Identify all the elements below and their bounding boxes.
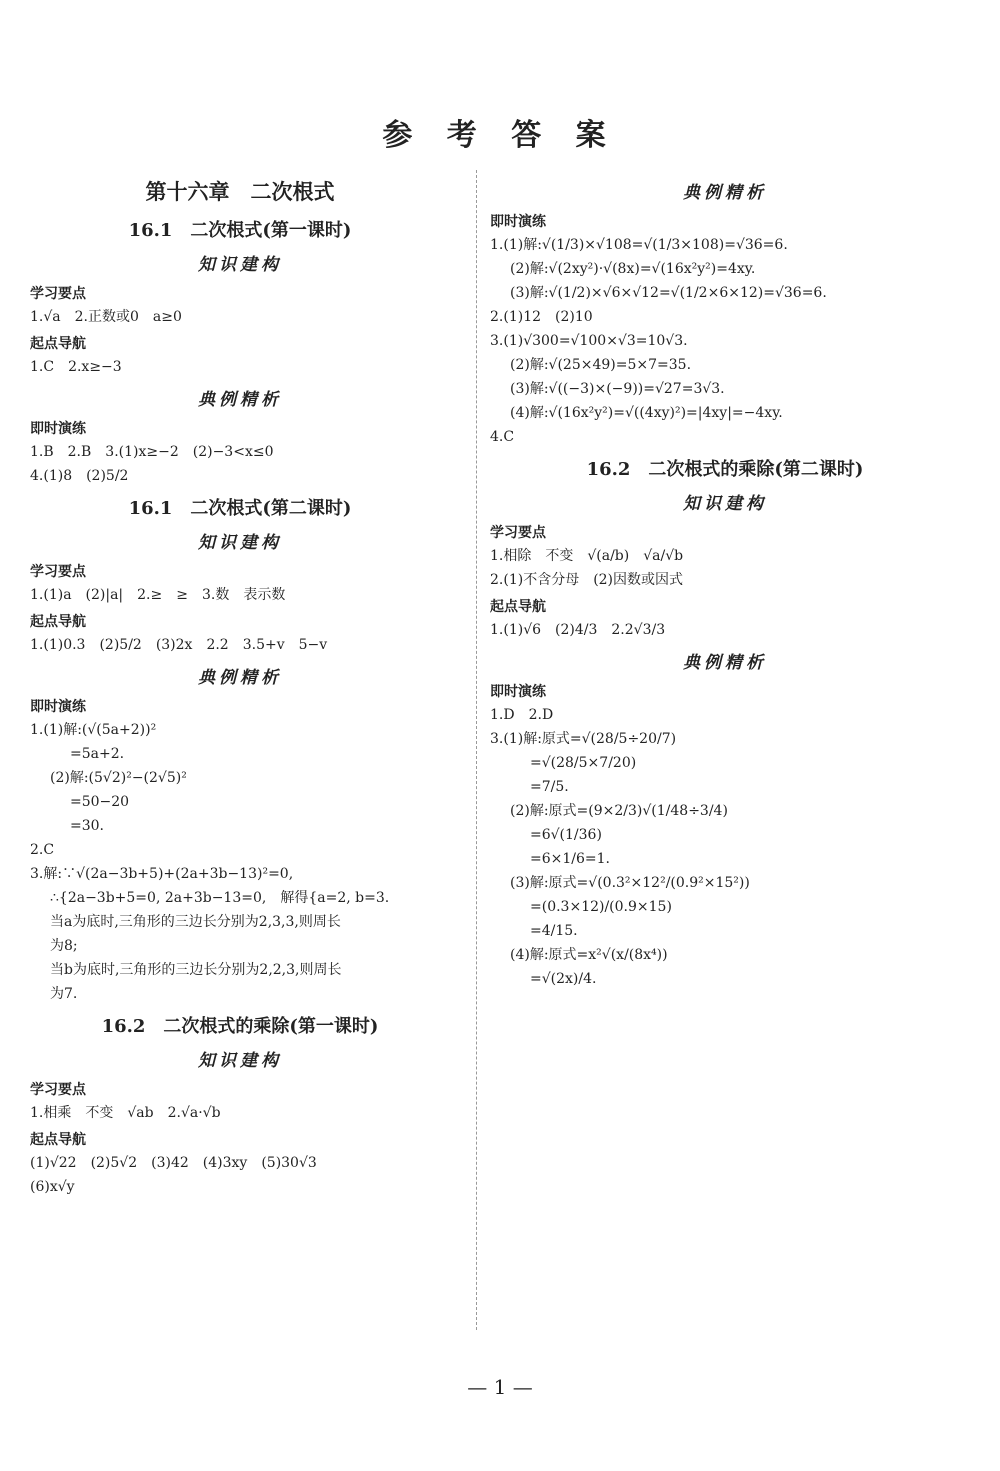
section-heading: 16.1 二次根式(第一课时) <box>128 220 352 241</box>
label: 学习要点 <box>30 1082 86 1098</box>
answer-line: (4)解:原式=x²√(x/(8x⁴)) <box>510 947 668 963</box>
answer-line: =4/15. <box>530 923 578 939</box>
label: 即时演练 <box>490 214 546 230</box>
section-heading: 16.2 二次根式的乘除(第二课时) <box>586 459 864 480</box>
answer-line: =6×1/6=1. <box>530 851 610 867</box>
answer-line: 1.相乘 不变 √ab 2.√a·√b <box>30 1105 221 1121</box>
answer-line: (2)解:√(2xy²)·√(8x)=√(16x²y²)=4xy. <box>510 261 756 277</box>
page-title: 参 考 答 案 <box>382 118 618 153</box>
answer-line: =5a+2. <box>70 746 125 762</box>
answer-line: 1.C 2.x≥−3 <box>30 359 122 375</box>
subsection-heading: 典例精析 <box>198 390 282 410</box>
answer-line: 3.(1)√300=√100×√3=10√3. <box>490 333 688 349</box>
answer-line: 2.(1)不含分母 (2)因数或因式 <box>490 572 684 588</box>
label: 即时演练 <box>30 421 86 437</box>
answer-line: (4)解:√(16x²y²)=√((4xy)²)=|4xy|=−4xy. <box>510 405 783 421</box>
answer-line: 1.(1)0.3 (2)5/2 (3)2x 2.2 3.5+v 5−v <box>30 637 328 653</box>
answer-line: (2)解:原式=(9×2/3)√(1/48÷3/4) <box>510 803 728 819</box>
subsection-heading: 知识建构 <box>198 1051 282 1071</box>
answer-line: 2.C <box>30 842 55 858</box>
answer-line: 2.(1)12 (2)10 <box>490 309 593 325</box>
answer-line: 4.C <box>490 429 515 445</box>
answer-line: 1.D 2.D <box>490 707 554 723</box>
answer-line: 为7. <box>50 986 78 1002</box>
answer-line: =7/5. <box>530 779 569 795</box>
answer-line: 1.相除 不变 √(a/b) √a/√b <box>490 548 684 564</box>
answer-line: (1)√22 (2)5√2 (3)42 (4)3xy (5)30√3 <box>30 1155 317 1171</box>
answer-line: (2)解:(5√2)²−(2√5)² <box>50 770 187 786</box>
answer-line: =50−20 <box>70 794 130 810</box>
answer-line: (3)解:√(1/2)×√6×√12=√(1/2×6×12)=√36=6. <box>510 285 827 301</box>
answer-line: (3)解:√((−3)×(−9))=√27=3√3. <box>510 381 725 397</box>
answer-line: 4.(1)8 (2)5/2 <box>30 468 129 484</box>
label: 起点导航 <box>490 599 546 615</box>
section-heading: 16.1 二次根式(第二课时) <box>128 498 352 519</box>
answer-line: =√(28/5×7/20) <box>530 755 637 771</box>
right-column <box>490 170 960 993</box>
column-divider <box>476 170 477 1330</box>
label: 起点导航 <box>30 1132 86 1148</box>
section-heading: 16.2 二次根式的乘除(第一课时) <box>101 1016 379 1037</box>
page-number: — 1 — <box>467 1375 533 1399</box>
answer-line: 1.√a 2.正数或0 a≥0 <box>30 309 182 325</box>
subsection-heading: 知识建构 <box>198 533 282 553</box>
answer-line: 1.(1)√6 (2)4/3 2.2√3/3 <box>490 622 666 638</box>
answer-line: 1.(1)a (2)|a| 2.≥ ≥ 3.数 表示数 <box>30 587 286 603</box>
subsection-heading: 知识建构 <box>683 494 767 514</box>
answer-line: =30. <box>70 818 104 834</box>
label: 学习要点 <box>30 564 86 580</box>
label: 即时演练 <box>30 699 86 715</box>
subsection-heading: 知识建构 <box>198 255 282 275</box>
answer-line: (3)解:原式=√(0.3²×12²/(0.9²×15²)) <box>510 875 750 891</box>
answer-line: =6√(1/36) <box>530 827 602 843</box>
answer-line: =√(2x)/4. <box>530 971 597 987</box>
chapter-heading: 第十六章 二次根式 <box>145 179 335 204</box>
label: 即时演练 <box>490 684 546 700</box>
answer-line: 当a为底时,三角形的三边长分别为2,3,3,则周长 <box>50 914 341 930</box>
answer-line: 1.B 2.B 3.(1)x≥−2 (2)−3<x≤0 <box>30 444 274 460</box>
label: 学习要点 <box>490 525 546 541</box>
answer-line: (2)解:√(25×49)=5×7=35. <box>510 357 692 373</box>
label: 学习要点 <box>30 286 86 302</box>
left-column <box>30 170 450 1201</box>
label: 起点导航 <box>30 614 86 630</box>
answer-line: 1.(1)解:√(1/3)×√108=√(1/3×108)=√36=6. <box>490 237 788 253</box>
answer-line: ∴{2a−3b+5=0, 2a+3b−13=0, 解得{a=2, b=3. <box>50 890 390 906</box>
answer-line: 3.解:∵√(2a−3b+5)+(2a+3b−13)²=0, <box>30 866 294 882</box>
answer-line: =(0.3×12)/(0.9×15) <box>530 899 672 915</box>
answer-line: 3.(1)解:原式=√(28/5÷20/7) <box>490 731 677 747</box>
subsection-heading: 典例精析 <box>198 668 282 688</box>
subsection-heading: 典例精析 <box>683 653 767 673</box>
answer-line: 为8; <box>50 938 78 954</box>
answer-line: 1.(1)解:(√(5a+2))² <box>30 722 157 738</box>
label: 起点导航 <box>30 336 86 352</box>
answer-line: 当b为底时,三角形的三边长分别为2,2,3,则周长 <box>50 962 342 978</box>
answer-line: (6)x√y <box>30 1179 75 1195</box>
subsection-heading: 典例精析 <box>683 183 767 203</box>
